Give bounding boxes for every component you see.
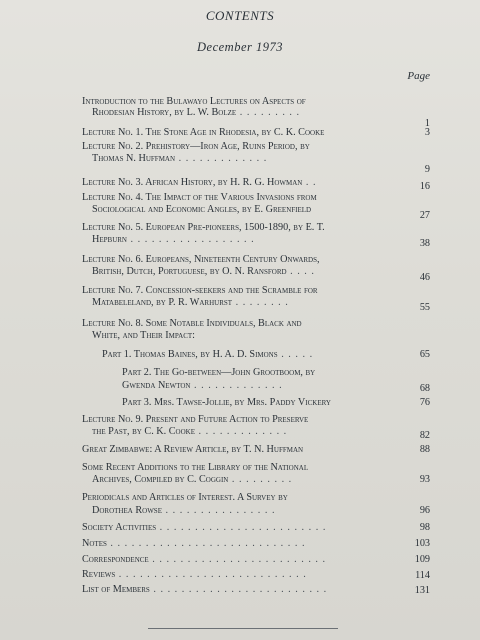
dot-leader: . . . .	[286, 266, 315, 277]
toc-entry-title-line: Dorothea Rowse . . . . . . . . . . . . . . . .	[92, 505, 276, 516]
dot-leader: . . . . . . . . . . . . . . . . . . . . . . . . .	[149, 584, 328, 595]
dot-leader: . . . . .	[277, 349, 314, 360]
toc-page-number: 131	[414, 585, 430, 596]
toc-entry-title-line: Lecture No. 7. Concession-seekers and the Scramble for	[82, 285, 318, 296]
toc-page-number: 16	[419, 181, 430, 192]
toc-entry-title-line: Part 1. Thomas Baines, by H. A. D. Simons . . . . .	[102, 349, 314, 360]
toc-entry-title-line: Rhodesian History, by L. W. Bolze . . . . . . . . .	[92, 107, 301, 118]
toc-page-number: 9	[424, 164, 430, 175]
toc-entry-title-line: Periodicals and Articles of Interest. A Survey by	[82, 492, 288, 503]
toc-entry-title-line: Introduction to the Bulawayo Lectures on Aspects of	[82, 96, 306, 107]
toc-entry-title-line: Matabeleland, by P. R. Warhurst . . . . . . . .	[92, 297, 289, 308]
toc-entry-title-line: Lecture No. 6. Europeans, Nineteenth Century Onwards,	[82, 254, 320, 265]
dot-leader: . . . . . . . . . . . . . . . . . . . . . . . .	[156, 522, 327, 533]
toc-entry-title-line: Lecture No. 8. Some Notable Individuals, Black and	[82, 318, 302, 329]
toc-entry-title-line: the Past, by C. K. Cooke . . . . . . . . . . . . .	[92, 426, 288, 437]
dot-leader: . . . . . . . . . . . . . . . . . . . . . . . . . . .	[115, 569, 307, 580]
dot-leader: . . . . . . . . . . . . .	[195, 426, 288, 437]
toc-entry-title-line: British, Dutch, Portuguese, by O. N. Ransford . . . .	[92, 266, 315, 277]
toc-entry-title-line: Gwenda Newton . . . . . . . . . . . . .	[122, 380, 283, 391]
toc-entry-title-line: List of Members . . . . . . . . . . . . . . . . . . . . . . . . .	[82, 584, 328, 595]
issue-date: December 1973	[197, 40, 283, 54]
dot-leader: . . . . . . . . .	[236, 107, 301, 118]
toc-entry-title-line: Lecture No. 4. The Impact of the Various Invasions from	[82, 192, 317, 203]
toc-entry-title-line: Notes . . . . . . . . . . . . . . . . . . . . . . . . . . . .	[82, 538, 306, 549]
dot-leader: . . . . . . . . . . . . .	[175, 153, 268, 164]
toc-entry-title-line: Reviews . . . . . . . . . . . . . . . . . . . . . . . . . . .	[82, 569, 307, 580]
toc-page-number: 114	[415, 570, 430, 581]
toc-page-number: 46	[419, 272, 430, 283]
toc-page-number: 76	[419, 397, 430, 408]
toc-page-number: 55	[419, 302, 430, 313]
toc-entry-title-line: Hepburn . . . . . . . . . . . . . . . . . .	[92, 234, 255, 245]
toc-page-number: 1	[424, 118, 430, 129]
toc-entry-title-line: Lecture No. 5. European Pre-pioneers, 1500-1890, by E. T.	[82, 222, 325, 233]
toc-entry-title-line: Lecture No. 1. The Stone Age in Rhodesia, by C. K. Cooke	[82, 127, 325, 138]
toc-entry-title-line: White, and Their Impact:	[92, 330, 195, 341]
dot-leader: . . . . . . . . . . . . . . . . . .	[126, 234, 255, 245]
toc-entry-title-line: Lecture No. 2. Prehistory—Iron Age, Ruins Period, by	[82, 141, 310, 152]
dot-leader: . . . . . . . . . . . . . . . . . . . . . . . . .	[148, 554, 327, 565]
page-column-label: Page	[407, 70, 430, 82]
toc-page-number: 65	[419, 349, 430, 360]
toc-entry-title-line: Lecture No. 3. African History, by H. R. G. Howman . .	[82, 177, 317, 188]
toc-entry-title-line: Part 2. The Go-between—John Grootboom, by	[122, 367, 316, 378]
toc-entry-title-line: Correspondence . . . . . . . . . . . . . . . . . . . . . . . . .	[82, 554, 327, 565]
toc-entry-title-line: Thomas N. Huffman . . . . . . . . . . . . .	[92, 153, 268, 164]
toc-page-number: 68	[419, 383, 430, 394]
toc-entry-title-line: Archives, Compiled by C. Coggin . . . . . . . . .	[92, 474, 293, 485]
toc-entry-title-line: Lecture No. 9. Present and Future Action to Preserve	[82, 414, 309, 425]
toc-page-number: 96	[419, 505, 430, 516]
toc-entry-title-line: Part 3. Mrs. Tawse-Jollie, by Mrs. Paddy Vickery	[122, 397, 331, 408]
dot-leader: . . . . . . . . .	[228, 474, 293, 485]
toc-page-number: 3	[424, 127, 430, 138]
bottom-rule	[148, 628, 338, 629]
toc-page-number: 109	[414, 554, 430, 565]
toc-page-number: 38	[419, 238, 430, 249]
toc-entry-title-line: Society Activities . . . . . . . . . . . . . . . . . . . . . . . .	[82, 522, 327, 533]
dot-leader: . . . . . . . . . . . . . . . .	[161, 505, 276, 516]
toc-page-number: 103	[414, 538, 430, 549]
toc-page-number: 88	[419, 444, 430, 455]
toc-page-number: 82	[419, 430, 430, 441]
toc-page-number: 27	[419, 210, 430, 221]
toc-page-number: 98	[419, 522, 430, 533]
toc-entry-title-line: Great Zimbabwe: A Review Article, by T. N. Huffman	[82, 444, 304, 455]
toc-entry-title-line: Some Recent Additions to the Library of the National	[82, 462, 309, 473]
dot-leader: . . . . . . . . . . . . . . . . . . . . . . . . . . . .	[106, 538, 306, 549]
contents-heading: CONTENTS	[205, 8, 275, 23]
toc-page-number: 93	[419, 474, 430, 485]
dot-leader: . . . . . . . . . . . . .	[190, 380, 283, 391]
dot-leader: . .	[302, 177, 317, 188]
dot-leader: . . . . . . . .	[232, 297, 289, 308]
toc-entry-title-line: Sociological and Economic Angles, by E. Greenfield	[92, 204, 312, 215]
